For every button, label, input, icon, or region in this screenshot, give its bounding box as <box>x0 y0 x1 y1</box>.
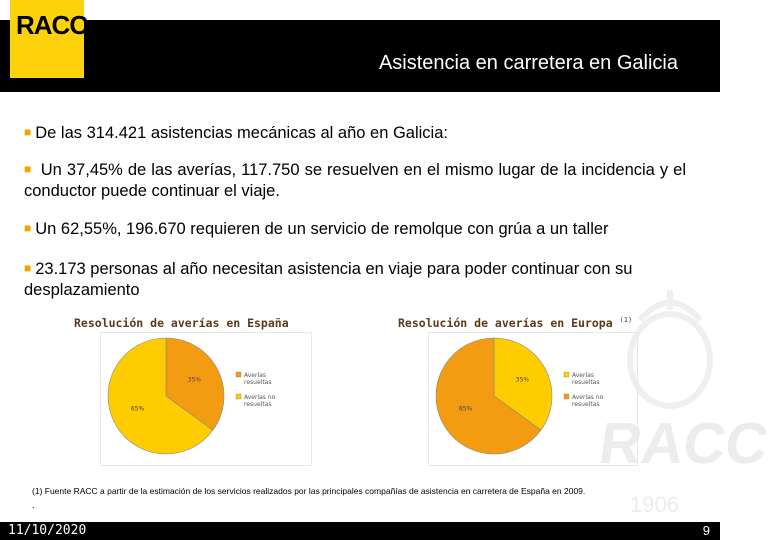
bullet-1 <box>24 122 686 144</box>
legend-swatch-0-1 <box>236 394 241 399</box>
legend-swatch-1-1 <box>564 394 569 399</box>
pie-label-1-1: 65% <box>458 405 473 413</box>
footer-bar <box>0 522 720 540</box>
page-title: Asistencia en carretera en Galicia <box>378 52 678 74</box>
legend-swatch-1-0 <box>564 372 569 377</box>
legend-label-0-0: Averías resueltas <box>244 372 272 386</box>
pie-chart-europe <box>428 332 636 464</box>
footnote: (1) Fuente RACC a partir de la estimación de los servicios realizados por las principales compañías de asistencia en carretera de España en 2009. <box>32 486 586 496</box>
bullet-square-icon: ■ <box>24 261 32 275</box>
chart-title-spain: Resolución de averías en España <box>74 316 289 330</box>
page-number: 9 <box>702 523 710 538</box>
legend-label-1-1: Averías no resueltas <box>572 394 604 408</box>
pie-chart-spain <box>100 332 310 464</box>
chart-title-europe-text: Resolución de averías en Europa <box>398 316 613 330</box>
legend-label-0-1: Averías no resueltas <box>244 394 276 408</box>
bullet-text: Un 37,45% de las averías, 117.750 se resuelven en el mismo lugar de la incidencia y el conductor puede continuar el viaje. <box>24 161 687 200</box>
legend-swatch-0-0 <box>236 372 241 377</box>
chart-title-europe <box>398 316 632 330</box>
pie-label-0-0: 35% <box>187 376 202 384</box>
bullet-text: Un 62,55%, 196.670 requieren de un servicio de remolque con grúa a un taller <box>35 220 609 238</box>
bullet-square-icon: ■ <box>24 162 32 176</box>
bullet-text: De las 314.421 asistencias mecánicas al año en Galicia: <box>35 124 448 142</box>
bullet-square-icon: ■ <box>24 221 32 235</box>
watermark-logo: RACC <box>595 411 772 476</box>
bullet-square-icon: ■ <box>24 125 32 139</box>
footer-date: 11/10/2020 <box>8 523 87 538</box>
watermark-year: 1906 <box>630 492 679 517</box>
chart-title-europe-sup: (1) <box>619 316 633 325</box>
logo-text: RACC <box>16 10 88 40</box>
bullet-3 <box>24 218 686 240</box>
legend-label-1-0: Averías resueltas <box>572 372 600 386</box>
bullet-2 <box>24 159 686 202</box>
pie-label-0-1: 65% <box>130 405 145 413</box>
bullet-text: 23.173 personas al año necesitan asistencia en viaje para poder continuar con su desplazamiento <box>24 260 633 299</box>
footnote-dot: . <box>32 500 35 510</box>
pie-label-1-0: 35% <box>515 376 530 384</box>
racc-logo <box>10 0 88 78</box>
bullet-4 <box>24 258 686 301</box>
